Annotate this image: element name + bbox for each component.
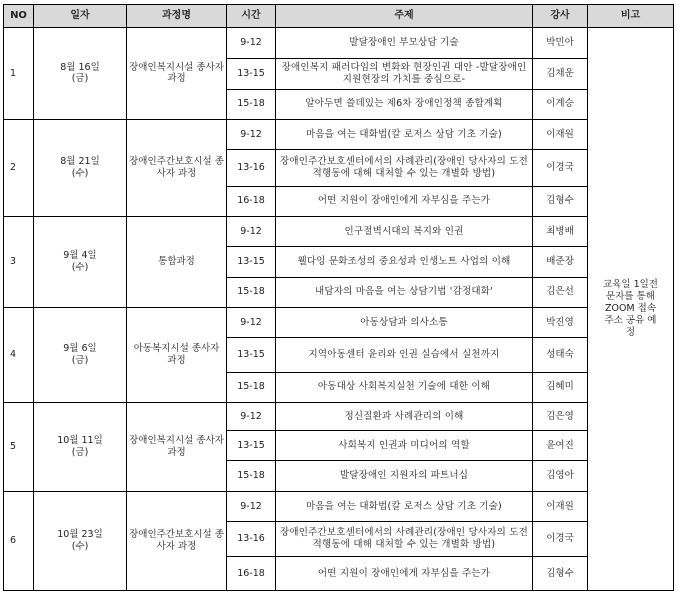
header-date: 일자 [34,5,127,28]
group-date [34,307,127,402]
header-note: 비고 [588,5,674,28]
session-lecturer: 김혜미 [533,372,588,402]
session-lecturer: 김형수 [533,557,588,591]
session-time: 9-12 [227,28,276,59]
group-no: 6 [4,491,34,590]
date-weekday: (금) [71,73,89,85]
session-lecturer: 김은영 [533,402,588,430]
session-lecturer: 윤여진 [533,431,588,461]
session-subject: 사회복지 인권과 미디어의 역할 [276,431,533,461]
session-lecturer: 박진영 [533,307,588,337]
session-row [4,491,674,521]
group-no: 2 [4,119,34,216]
session-subject: 어떤 지원이 장애인에게 자부심을 주는가 [276,557,533,591]
date-weekday: (금) [71,446,89,458]
header-time: 시간 [227,5,276,28]
session-subject: 마음을 여는 대화법(칼 로저스 상담 기초 기술) [276,119,533,149]
session-lecturer: 김은선 [533,277,588,307]
date-day: 8월 16일 [60,61,100,73]
group-course: 장애인복지시설 종사자 과정 [127,28,227,120]
session-subject: 장애인주간보호센터에서의 사례관리(장애인 당사자의 도전적행동에 대해 대처할 수 있는 개별화 방법) [276,150,533,186]
session-lecturer: 김영아 [533,461,588,491]
group-no: 3 [4,216,34,307]
session-time: 15-18 [227,89,276,119]
session-subject: 웰다잉 문화조성의 중요성과 인생노트 사업의 이해 [276,247,533,277]
session-lecturer: 이재원 [533,491,588,521]
session-subject: 정신질환과 사례관리의 이해 [276,402,533,430]
session-row [4,119,674,149]
session-subject: 인구절벽시대의 복지와 인권 [276,216,533,246]
session-time: 15-18 [227,277,276,307]
note-cell: 교육일 1일전 문자를 통해 ZOOM 접속 주소 공유 예정 [588,28,674,591]
session-subject: 알아두면 쓸데있는 제6차 장애인정책 종합계획 [276,89,533,119]
session-time: 9-12 [227,402,276,430]
date-day: 9월 6일 [63,343,97,354]
session-row [4,402,674,430]
session-lecturer: 성태숙 [533,338,588,372]
session-subject: 발달장애인 지원자의 파트너십 [276,461,533,491]
session-time: 13-15 [227,247,276,277]
session-row [4,307,674,337]
group-no: 5 [4,402,34,491]
group-date [34,119,127,216]
session-subject: 아동상담과 의사소통 [276,307,533,337]
session-row [4,216,674,246]
date-weekday: (수) [71,167,89,179]
session-lecturer: 이재원 [533,119,588,149]
group-date [34,216,127,307]
session-time: 15-18 [227,461,276,491]
session-lecturer: 이경국 [533,522,588,557]
session-time: 13-15 [227,338,276,372]
session-time: 9-12 [227,216,276,246]
session-time: 13-16 [227,150,276,186]
session-time: 9-12 [227,119,276,149]
header-subject: 주제 [276,5,533,28]
date-day: 9월 4일 [63,250,97,262]
header-no: NO [4,5,34,28]
header-course: 과정명 [127,5,227,28]
header-lecturer: 강사 [533,5,588,28]
session-lecturer: 이계승 [533,89,588,119]
session-lecturer: 배준장 [533,247,588,277]
session-time: 13-16 [227,522,276,557]
schedule-body [4,28,674,591]
session-lecturer: 김형수 [533,186,588,216]
session-subject: 발달장애인 부모상담 기술 [276,28,533,59]
session-lecturer: 이경국 [533,150,588,186]
session-lecturer: 최병배 [533,216,588,246]
group-no: 4 [4,307,34,402]
session-lecturer: 박민아 [533,28,588,59]
session-subject: 아동대상 사회복지실천 기술에 대한 이해 [276,372,533,402]
group-course: 장애인복지시설 종사자 과정 [127,402,227,491]
session-time: 9-12 [227,307,276,337]
session-subject: 내담자의 마음을 여는 상담기법 '감정대화' [276,277,533,307]
schedule-table [3,4,674,591]
session-time: 13-15 [227,59,276,89]
group-date [34,28,127,120]
session-subject: 장애인복지 패러다임의 변화와 현장인권 대안 -발달장애인 지원현장의 가치를 중심으로- [276,59,533,89]
session-time: 9-12 [227,491,276,521]
session-subject: 장애인주간보호센터에서의 사례관리(장애인 당사자의 도전적행동에 대해 대처할 수 있는 개별화 방법) [276,522,533,557]
session-row [4,28,674,59]
group-date [34,402,127,491]
date-day: 10월 23일 [57,529,103,541]
date-weekday: (수) [71,540,89,552]
session-time: 16-18 [227,186,276,216]
group-course: 장애인주간보호시설 종사자 과정 [127,119,227,216]
session-subject: 어떤 지원이 장애인에게 자부심을 주는가 [276,186,533,216]
date-weekday: (금) [71,354,89,366]
date-day: 8월 21일 [60,156,100,168]
header-row [4,5,674,28]
session-lecturer: 김채운 [533,59,588,89]
group-no: 1 [4,28,34,120]
date-day: 10월 11일 [57,434,103,446]
group-course: 통합과정 [127,216,227,307]
date-weekday: (수) [71,261,89,273]
group-course: 장애인주간보호시설 종사자 과정 [127,491,227,590]
session-subject: 지역아동센터 윤리와 인권 실습에서 실천까지 [276,338,533,372]
session-time: 13-15 [227,431,276,461]
session-time: 15-18 [227,372,276,402]
session-subject: 마음을 여는 대화법(칼 로저스 상담 기초 기술) [276,491,533,521]
group-date [34,491,127,590]
group-course: 아동복지시설 종사자 과정 [127,307,227,402]
session-time: 16-18 [227,557,276,591]
